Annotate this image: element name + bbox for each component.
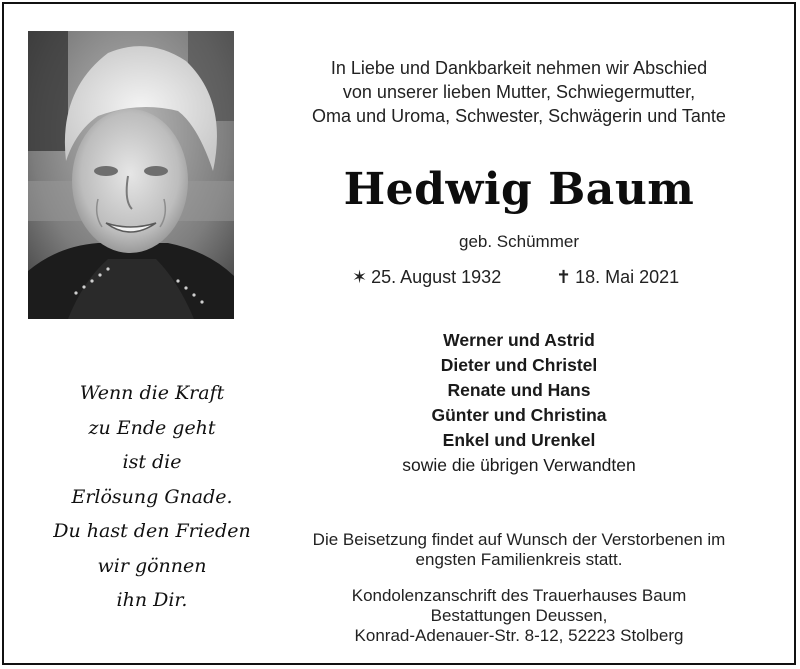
poem <box>24 376 280 618</box>
birth-date-group <box>352 265 501 289</box>
intro-line: von unserer lieben Mutter, Schwiegermutter, <box>342 82 696 102</box>
family-member: Enkel und Urenkel <box>442 430 596 450</box>
family-member: Dieter und Christel <box>440 355 598 375</box>
burial-line: engsten Familienkreis statt. <box>415 550 623 569</box>
relatives-text: sowie die übrigen Verwandten <box>402 455 636 475</box>
poem-line: Du hast den Frieden <box>53 520 251 542</box>
poem-line: Wenn die Kraft <box>79 382 225 404</box>
poem-line: ihn Dir. <box>116 589 188 611</box>
birth-date: 25. August 1932 <box>371 267 502 287</box>
family-member: Renate und Hans <box>447 380 591 400</box>
poem-line: ist die <box>122 451 182 473</box>
burial-note <box>284 530 754 570</box>
intro-text <box>284 56 754 128</box>
obituary-notice <box>2 2 796 665</box>
condolence-line: Bestattungen Deussen, <box>430 606 608 625</box>
intro-line: Oma und Uroma, Schwester, Schwägerin und Tante <box>312 106 726 126</box>
condolence-line: Kondolenzanschrift des Trauerhauses Baum <box>351 586 687 605</box>
birth-star-icon: ✶ <box>352 267 368 287</box>
poem-line: zu Ende geht <box>88 416 216 439</box>
poem-line: wir gönnen <box>97 554 207 577</box>
death-date: 18. Mai 2021 <box>575 267 680 287</box>
deceased-name: Hedwig Baum <box>343 164 695 215</box>
family-member: Günter und Christina <box>431 405 607 425</box>
family-list <box>284 328 754 478</box>
intro-line: In Liebe und Dankbarkeit nehmen wir Abschied <box>330 58 708 78</box>
condolence-line: Konrad-Adenauer-Str. 8-12, 52223 Stolberg <box>354 626 684 645</box>
death-date-group <box>556 265 679 289</box>
condolence-address <box>284 586 754 646</box>
burial-line: Die Beisetzung findet auf Wunsch der Verstorbenen im <box>312 530 726 549</box>
maiden-name: geb. Schümmer <box>459 232 579 251</box>
death-cross-icon: ✝ <box>556 267 572 287</box>
portrait-photo <box>28 31 234 319</box>
poem-line: Erlösung Gnade. <box>71 485 233 508</box>
family-member: Werner und Astrid <box>443 330 595 350</box>
